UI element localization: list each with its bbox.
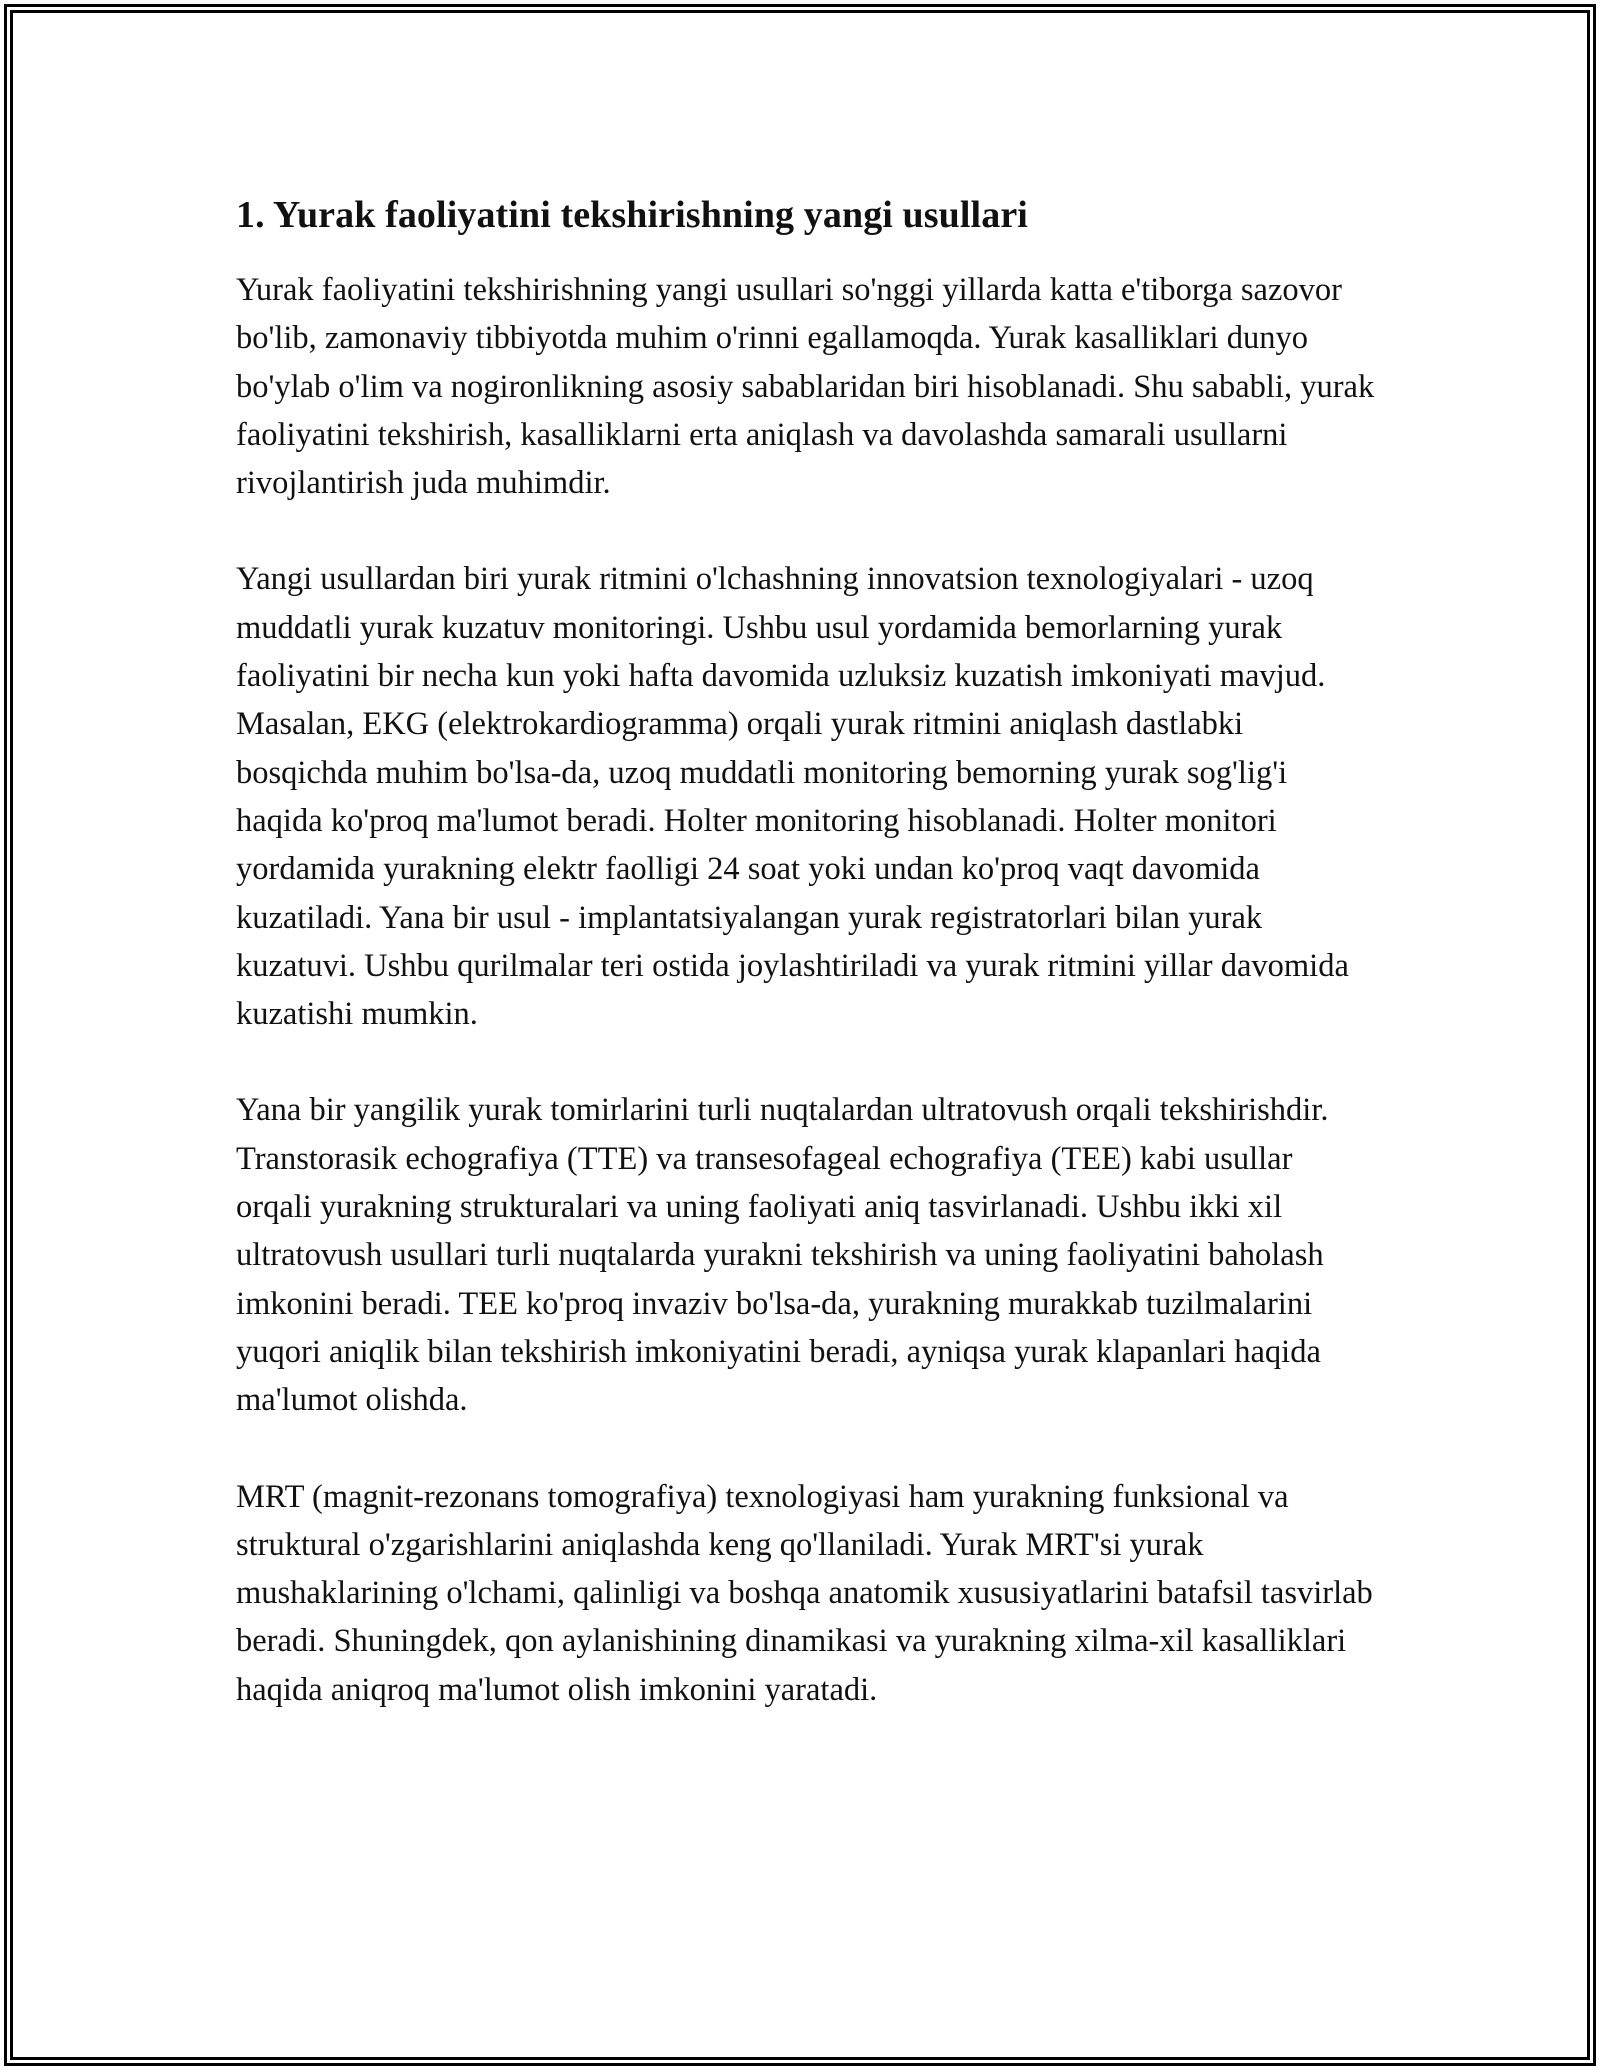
paragraph-ultrasound: Yana bir yangilik yurak tomirlarini turli nuqtalardan ultratovush orqali tekshirishdir. Transtorasik echografiya (TTE) va transesofageal echografiya (TEE) kabi usullar orqali yurakning strukturalari va uning faoliyati aniq tasvirlanadi. Ushbu ikki xil ultratovush usullari turli nuqtalarda yurakni tekshirish va uning faoliyatini baholash imkonini beradi. TEE ko'proq invaziv bo'lsa-da, yurakning murakkab tuzilmalarini yuqori aniqlik bilan tekshirish imkoniyatini beradi, ayniqsa yurak klapanlari haqida ma'lumot olishda. <box>236 1092 1329 1419</box>
section-heading: 1. Yurak faoliyatini tekshirishning yangi usullari <box>236 194 1028 236</box>
paragraph-monitoring: Yangi usullardan biri yurak ritmini o'lchashning innovatsion texnologiyalari - uzoq muddatli yurak kuzatuv monitoringi. Ushbu usul yordamida bemorlarning yurak faoliyatini bir necha kun yoki hafta davomida uzluksiz kuzatish imkoniyati mavjud. Masalan, EKG (elektrokardiogramma) orqali yurak ritmini aniqlash dastlabki bosqichda muhim bo'lsa-da, uzoq muddatli monitoring bemorning yurak sog'lig'i haqida ko'proq ma'lumot beradi. Holter monitoring hisoblanadi. Holter monitori yordamida yurakning elektr faolligi 24 soat yoki undan ko'proq vaqt davomida kuzatiladi. Yana bir usul - implantatsiyalangan yurak registratorlari bilan yurak kuzatuvi. Ushbu qurilmalar teri ostida joylashtiriladi va yurak ritmini yillar davomida kuzatishi mumkin. <box>236 561 1349 1033</box>
paragraph-intro: Yurak faoliyatini tekshirishning yangi usullari so'nggi yillarda katta e'tiborga sazovor bo'lib, zamonaviy tibbiyotda muhim o'rinni egallamoqda. Yurak kasalliklari dunyo bo'ylab o'lim va nogironlikning asosiy sabablaridan biri hisoblanadi. Shu sababli, yurak faoliyatini tekshirish, kasalliklarni erta aniqlash va davolashda samarali usullarni rivojlantirish juda muhimdir. <box>236 272 1375 502</box>
paragraph-mrt: MRT (magnit-rezonans tomografiya) texnologiyasi ham yurakning funksional va struktural o'zgarishlarini aniqlashda keng qo'llaniladi. Yurak MRT'si yurak mushaklarining o'lchami, qalinligi va boshqa anatomik xususiyatlarini batafsil tasvirlab beradi. Shuningdek, qon aylanishining dinamikasi va yurakning xilma-xil kasalliklari haqida aniqroq ma'lumot olish imkonini yaratadi. <box>236 1478 1373 1708</box>
document-body <box>236 190 1376 1762</box>
